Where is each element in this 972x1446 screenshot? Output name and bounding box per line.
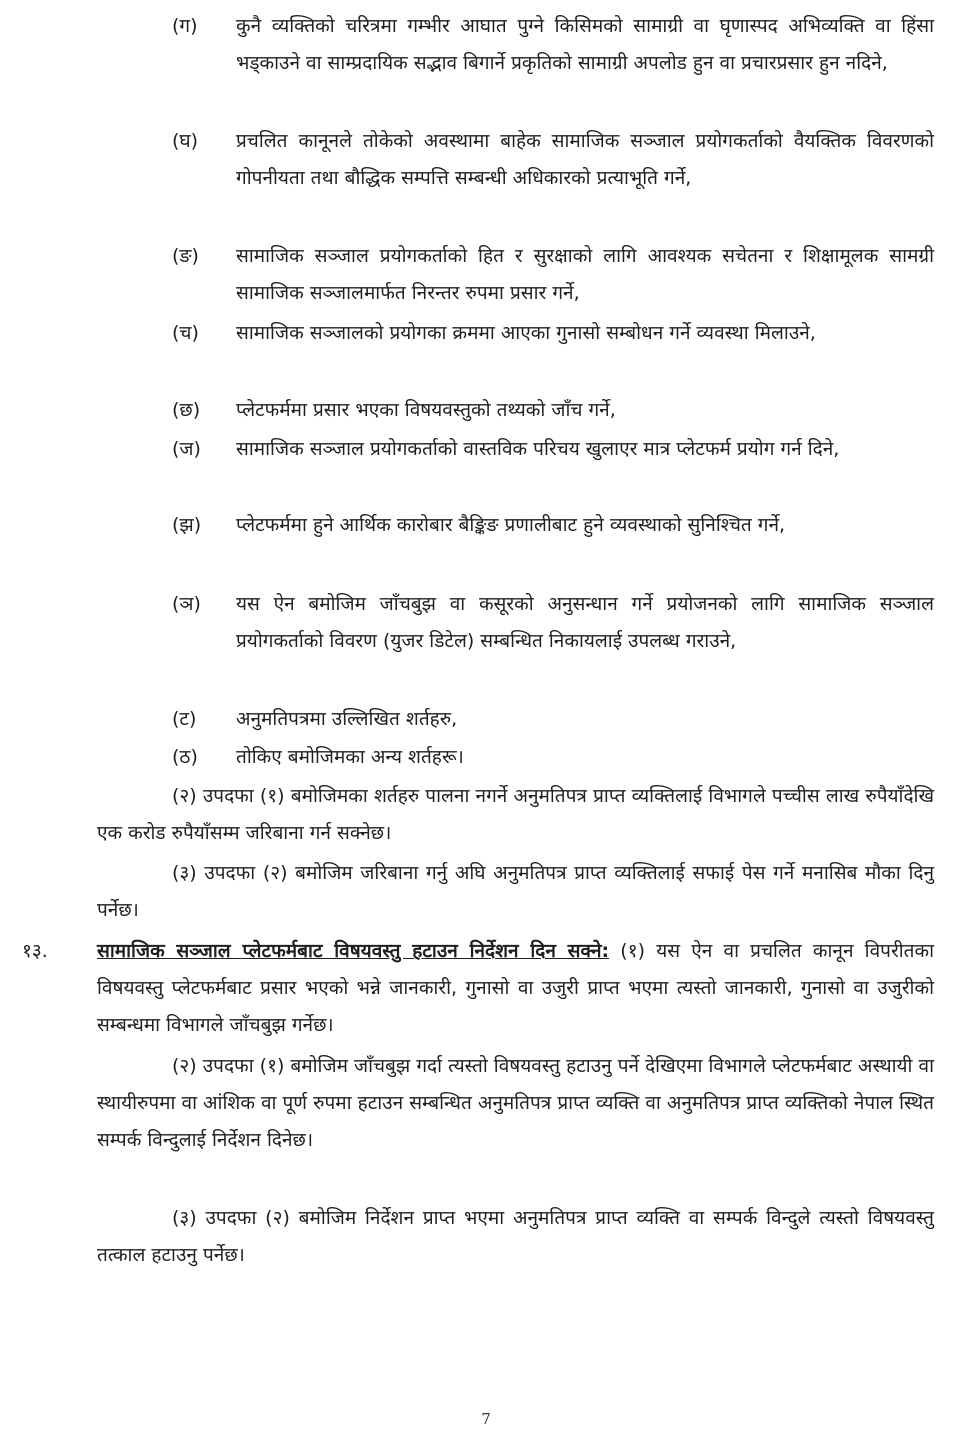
subsection-2-penalty: (२) उपदफा (१) बमोजिमका शर्तहरु पालना नगर्ने अनुमतिपत्र प्राप्त व्यक्तिलाई विभागले पच्चीस लाख रुपैयाँदेखि एक करोड रुपैयाँसम्म जरिबाना गर्न सक्नेछ।: [97, 785, 934, 844]
list-label: (ङ): [172, 245, 199, 267]
section-title: सामाजिक सञ्जाल प्लेटफर्मबाट विषयवस्तु हटाउन निर्देशन दिन सक्ने:: [97, 940, 610, 962]
list-label: (ठ): [172, 746, 198, 768]
list-label: (ज): [172, 438, 201, 460]
subsection-3-hearing: (३) उपदफा (२) बमोजिम जरिबाना गर्नु अघि अनुमतिपत्र प्राप्त व्यक्तिलाई सफाई पेस गर्ने मनासिब मौका दिनु पर्नेछ।: [97, 862, 934, 921]
list-text: कुनै व्यक्तिको चरित्रमा गम्भीर आघात पुग्ने किसिमको सामाग्री वा घृणास्पद अभिव्यक्ति वा हिंसा भड्काउने वा साम्प्रदायिक सद्भाव बिगार्ने प्रकृतिको सामाग्री अपलोड हुन वा प्रचारप्रसार हुन नदिने,: [236, 15, 934, 74]
section-first-subsection: (१) यस ऐन वा प्रचलित कानून विपरीतका विषयवस्तु प्लेटफर्मबाट प्रसार भएको भन्ने जानकारी, गुनासो वा उजुरी प्राप्त भएमा त्यस्तो जानकारी, गुनासो वा उजुरीको सम्बन्धमा विभागले जाँचबुझ गर्नेछ।: [97, 940, 934, 1036]
list-text: प्लेटफर्ममा प्रसार भएका विषयवस्तुको तथ्यको जाँच गर्ने,: [236, 399, 616, 421]
list-text: यस ऐन बमोजिम जाँचबुझ वा कसूरको अनुसन्धान गर्ने प्रयोजनको लागि सामाजिक सञ्जाल प्रयोगकर्ताको विवरण (युजर डिटेल) सम्बन्धित निकायलाई उपलब्ध गराउने,: [236, 593, 934, 652]
list-text: प्लेटफर्ममा हुने आर्थिक कारोबार बैङ्किङ प्रणालीबाट हुने व्यवस्थाको सुनिश्चित गर्ने,: [236, 514, 786, 536]
page-number: 7: [481, 1410, 491, 1428]
subsection-2-removal: (२) उपदफा (१) बमोजिम जाँचबुझ गर्दा त्यस्तो विषयवस्तु हटाउनु पर्ने देखिएमा विभागले प्लेटफर्मबाट अस्थायी वा स्थायीरुपमा वा आंशिक वा पूर्ण रुपमा हटाउन सम्बन्धित अनुमतिपत्र प्राप्त व्यक्ति वा अनुमतिपत्र प्राप्त व्यक्तिको नेपाल स्थित सम्पर्क विन्दुलाई निर्देशन दिनेछ।: [97, 1055, 934, 1151]
list-label: (झ): [172, 514, 202, 536]
section-13: [97, 933, 934, 1044]
list-text: सामाजिक सञ्जाल प्रयोगकर्ताको हित र सुरक्षाको लागि आवश्यक सचेतना र शिक्षामूलक सामग्री सामाजिक सञ्जालमार्फत निरन्तर रुपमा प्रसार गर्ने,: [236, 245, 934, 304]
list-text: सामाजिक सञ्जालको प्रयोगका क्रममा आएका गुनासो सम्बोधन गर्ने व्यवस्था मिलाउने,: [236, 322, 816, 344]
list-text: अनुमतिपत्रमा उल्लिखित शर्तहरु,: [236, 708, 458, 730]
list-text: सामाजिक सञ्जाल प्रयोगकर्ताको वास्तविक परिचय खुलाएर मात्र प्लेटफर्म प्रयोग गर्न दिने,: [236, 438, 840, 460]
list-label: (ञ): [172, 593, 201, 615]
list-label: (घ): [172, 130, 199, 152]
list-text: तोकिए बमोजिमका अन्य शर्तहरू।: [236, 746, 464, 768]
list-text: प्रचलित कानूनले तोकेको अवस्थामा बाहेक सामाजिक सञ्जाल प्रयोगकर्ताको वैयक्तिक विवरणको गोपनीयता तथा बौद्धिक सम्पत्ति सम्बन्धी अधिकारको प्रत्याभूति गर्ने,: [236, 130, 934, 189]
section-number: १३.: [22, 940, 48, 962]
subsection-3-removal: (३) उपदफा (२) बमोजिम निर्देशन प्राप्त भएमा अनुमतिपत्र प्राप्त व्यक्ति वा सम्पर्क विन्दुले त्यस्तो विषयवस्तु तत्काल हटाउनु पर्नेछ।: [97, 1207, 934, 1266]
list-label: (ट): [172, 708, 197, 730]
list-label: (ग): [172, 15, 198, 37]
list-label: (छ): [172, 399, 201, 421]
list-label: (च): [172, 322, 199, 344]
